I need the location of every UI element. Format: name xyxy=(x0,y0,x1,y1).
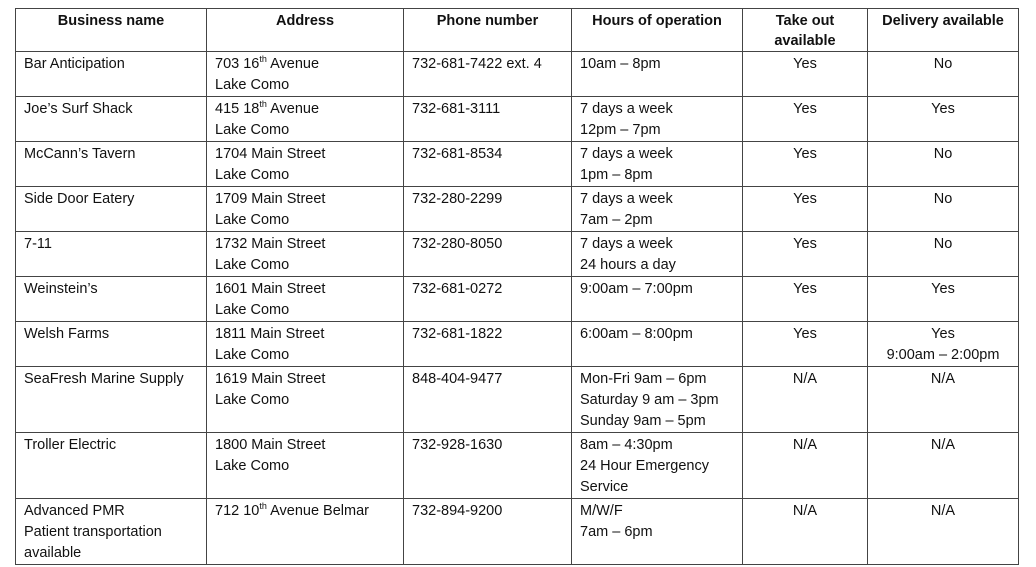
business-name-line: Welsh Farms xyxy=(24,326,110,342)
business-name-cell xyxy=(16,499,207,565)
hours-line: Mon-Fri 9am – 6pm xyxy=(580,371,707,387)
phone-cell: 732-681-1822 xyxy=(404,322,572,367)
address-line-2: Lake Como xyxy=(215,458,290,474)
business-name-cell xyxy=(16,187,207,232)
hours-line: 7 days a week xyxy=(580,101,673,117)
take-out-cell: N/A xyxy=(743,433,868,499)
hours-cell xyxy=(572,187,743,232)
address-line-1 xyxy=(215,501,395,522)
address-street: Avenue xyxy=(266,101,320,117)
business-name-line: available xyxy=(24,545,82,561)
header-address: Address xyxy=(207,9,404,52)
delivery-line: Yes xyxy=(931,326,955,342)
take-out-cell: Yes xyxy=(743,232,868,277)
take-out-cell: Yes xyxy=(743,322,868,367)
address-ordinal: th xyxy=(259,54,267,65)
address-cell xyxy=(207,277,404,322)
address-line-1 xyxy=(215,435,395,456)
delivery-line: N/A xyxy=(930,503,956,519)
address-line-2: Lake Como xyxy=(215,302,290,318)
address-line-1 xyxy=(215,324,395,345)
take-out-cell: Yes xyxy=(743,142,868,187)
take-out-cell: N/A xyxy=(743,499,868,565)
address-cell xyxy=(207,433,404,499)
table-row xyxy=(16,499,1019,565)
take-out-cell: Yes xyxy=(743,277,868,322)
hours-cell xyxy=(572,277,743,322)
business-name-line: 7-11 xyxy=(24,236,52,252)
phone-cell: 732-928-1630 xyxy=(404,433,572,499)
table-row xyxy=(16,433,1019,499)
address-number: 415 18 xyxy=(215,101,260,117)
hours-cell xyxy=(572,142,743,187)
phone-cell: 732-280-8050 xyxy=(404,232,572,277)
hours-cell xyxy=(572,499,743,565)
business-name-line: Joe’s Surf Shack xyxy=(24,101,133,117)
delivery-line: 9:00am – 2:00pm xyxy=(886,347,1000,363)
address-number: 1619 Main Street xyxy=(215,371,326,387)
delivery-line: No xyxy=(933,236,953,252)
delivery-cell xyxy=(868,322,1019,367)
take-out-cell: Yes xyxy=(743,52,868,97)
address-number: 703 16 xyxy=(215,56,260,72)
business-name-line: SeaFresh Marine Supply xyxy=(24,371,184,387)
table-row xyxy=(16,187,1019,232)
address-cell xyxy=(207,232,404,277)
phone-cell: 732-681-7422 ext. 4 xyxy=(404,52,572,97)
phone-cell: 732-280-2299 xyxy=(404,187,572,232)
delivery-cell xyxy=(868,367,1019,433)
address-line-2: Lake Como xyxy=(215,392,290,408)
header-hours: Hours of operation xyxy=(572,9,743,52)
delivery-line: No xyxy=(933,56,953,72)
address-line-1 xyxy=(215,279,395,300)
business-name-cell xyxy=(16,232,207,277)
address-line-2: Lake Como xyxy=(215,122,290,138)
hours-line: 10am – 8pm xyxy=(580,56,661,72)
header-take-out: Take out available xyxy=(743,9,868,52)
hours-line: 7am – 6pm xyxy=(580,524,653,540)
address-line-2: Lake Como xyxy=(215,77,290,93)
phone-cell: 732-681-0272 xyxy=(404,277,572,322)
hours-line: 7am – 2pm xyxy=(580,212,653,228)
hours-line: 7 days a week xyxy=(580,146,673,162)
address-ordinal: th xyxy=(259,99,267,110)
address-number: 1709 Main Street xyxy=(215,191,326,207)
address-line-1 xyxy=(215,189,395,210)
delivery-line: No xyxy=(933,146,953,162)
business-name-cell xyxy=(16,367,207,433)
delivery-cell xyxy=(868,433,1019,499)
address-cell xyxy=(207,142,404,187)
take-out-cell: Yes xyxy=(743,97,868,142)
table-row xyxy=(16,232,1019,277)
hours-line: Service xyxy=(580,479,629,495)
address-number: 1811 Main Street xyxy=(215,326,325,342)
table-row xyxy=(16,322,1019,367)
delivery-cell xyxy=(868,142,1019,187)
business-name-cell xyxy=(16,277,207,322)
hours-line: 12pm – 7pm xyxy=(580,122,661,138)
header-delivery: Delivery available xyxy=(868,9,1019,52)
delivery-cell xyxy=(868,277,1019,322)
delivery-line: N/A xyxy=(930,371,956,387)
business-name-cell xyxy=(16,433,207,499)
business-name-cell xyxy=(16,142,207,187)
table-row xyxy=(16,52,1019,97)
table-row xyxy=(16,97,1019,142)
address-line-1 xyxy=(215,144,395,165)
address-cell xyxy=(207,367,404,433)
business-name-line: Weinstein’s xyxy=(24,281,98,297)
business-name-cell xyxy=(16,97,207,142)
hours-cell xyxy=(572,52,743,97)
phone-cell: 732-681-8534 xyxy=(404,142,572,187)
address-street: Avenue Belmar xyxy=(266,503,369,519)
phone-cell: 732-894-9200 xyxy=(404,499,572,565)
hours-line: 7 days a week xyxy=(580,191,673,207)
address-line-2: Lake Como xyxy=(215,257,290,273)
business-name-cell xyxy=(16,52,207,97)
delivery-cell xyxy=(868,499,1019,565)
business-name-line: Side Door Eatery xyxy=(24,191,135,207)
business-name-line: McCann’s Tavern xyxy=(24,146,136,162)
phone-cell: 732-681-3111 xyxy=(404,97,572,142)
delivery-cell xyxy=(868,232,1019,277)
delivery-line: N/A xyxy=(930,437,956,453)
address-line-1 xyxy=(215,99,395,120)
delivery-line: No xyxy=(933,191,953,207)
hours-line: 7 days a week xyxy=(580,236,673,252)
table-row xyxy=(16,367,1019,433)
hours-line: Saturday 9 am – 3pm xyxy=(580,392,719,408)
address-number: 1601 Main Street xyxy=(215,281,326,297)
delivery-cell xyxy=(868,97,1019,142)
address-cell xyxy=(207,52,404,97)
address-street: Avenue xyxy=(266,56,320,72)
header-phone-number: Phone number xyxy=(404,9,572,52)
business-name-line: Troller Electric xyxy=(24,437,117,453)
address-line-1 xyxy=(215,54,395,75)
business-table xyxy=(15,8,1019,565)
table-row xyxy=(16,277,1019,322)
delivery-cell xyxy=(868,52,1019,97)
hours-line: 24 hours a day xyxy=(580,257,676,273)
business-name-line: Advanced PMR xyxy=(24,503,125,519)
hours-line: M/W/F xyxy=(580,503,623,519)
hours-cell xyxy=(572,232,743,277)
header-business-name: Business name xyxy=(16,9,207,52)
address-cell xyxy=(207,97,404,142)
hours-line: 24 Hour Emergency xyxy=(580,458,709,474)
hours-line: 8am – 4:30pm xyxy=(580,437,673,453)
address-number: 1704 Main Street xyxy=(215,146,326,162)
address-ordinal: th xyxy=(259,501,267,512)
header-row xyxy=(16,9,1019,52)
hours-line: 6:00am – 8:00pm xyxy=(580,326,693,342)
business-name-cell xyxy=(16,322,207,367)
business-name-line: Bar Anticipation xyxy=(24,56,125,72)
take-out-cell: Yes xyxy=(743,187,868,232)
address-line-2: Lake Como xyxy=(215,212,290,228)
table-row xyxy=(16,142,1019,187)
address-line-2: Lake Como xyxy=(215,347,290,363)
address-line-2: Lake Como xyxy=(215,167,290,183)
delivery-line: Yes xyxy=(931,101,955,117)
delivery-cell xyxy=(868,187,1019,232)
address-cell xyxy=(207,322,404,367)
address-cell xyxy=(207,187,404,232)
hours-line: Sunday 9am – 5pm xyxy=(580,413,706,429)
delivery-line: Yes xyxy=(931,281,955,297)
address-line-1 xyxy=(215,234,395,255)
hours-line: 9:00am – 7:00pm xyxy=(580,281,693,297)
hours-cell xyxy=(572,433,743,499)
phone-cell: 848-404-9477 xyxy=(404,367,572,433)
business-name-line: Patient transportation xyxy=(24,524,162,540)
hours-cell xyxy=(572,97,743,142)
address-cell xyxy=(207,499,404,565)
take-out-cell: N/A xyxy=(743,367,868,433)
address-number: 1800 Main Street xyxy=(215,437,326,453)
hours-cell xyxy=(572,367,743,433)
hours-cell xyxy=(572,322,743,367)
address-number: 712 10 xyxy=(215,503,260,519)
address-line-1 xyxy=(215,369,395,390)
hours-line: 1pm – 8pm xyxy=(580,167,653,183)
address-number: 1732 Main Street xyxy=(215,236,326,252)
